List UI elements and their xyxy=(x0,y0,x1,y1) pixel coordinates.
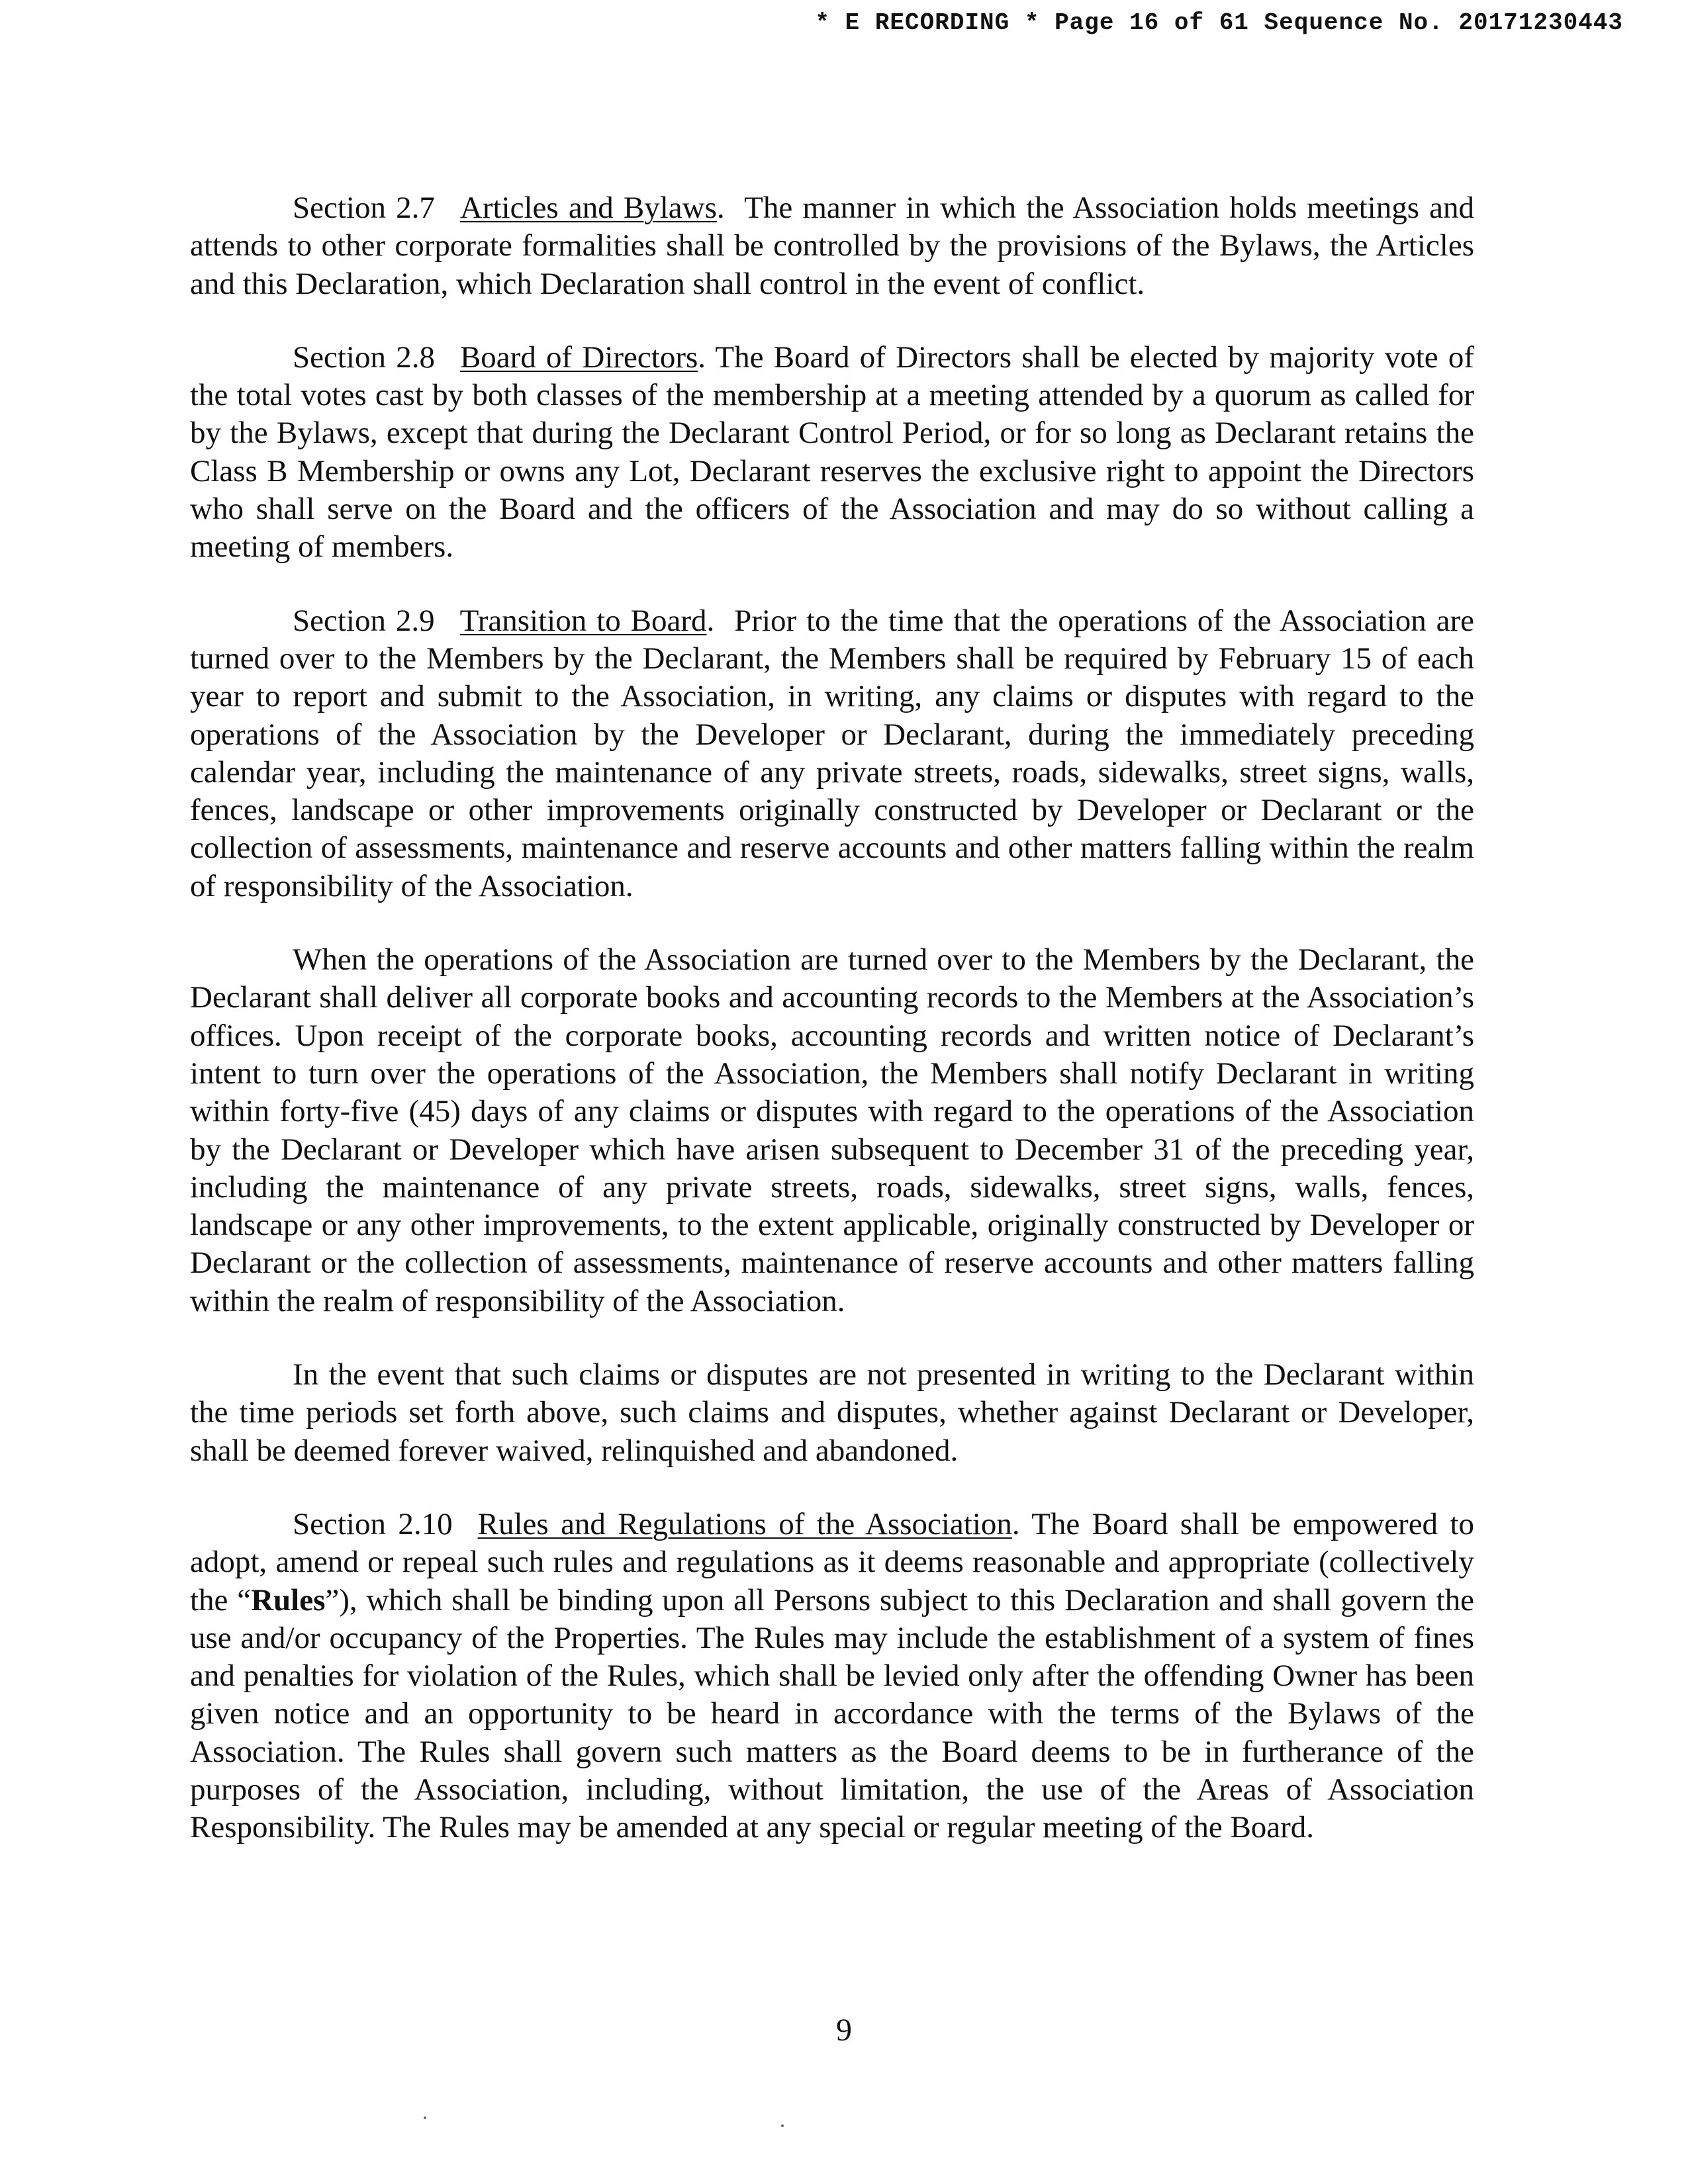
section-body-part1: The Board shall be empowered to adopt, amend or repeal such rules and regulations as it deems reasonable and appropriate (collectively the “ xyxy=(190,1506,1475,1617)
section-label: Section 2.10 xyxy=(293,1506,453,1541)
document-body xyxy=(190,189,1474,1847)
section-title: Board of Directors xyxy=(459,340,698,375)
section-label: Section 2.8 xyxy=(293,340,435,375)
section-2-7: Section 2.7 Articles and Bylaws. The manner in which the Association holds meetings and attends to other corporate formalities shall be controlled by the provisions of the Bylaws, the Articles and this Declaration, which Declaration shall control in the event of conflict. xyxy=(190,191,1475,301)
section-body-part2: ”), which shall be binding upon all Persons subject to this Declaration and shall govern the use and/or occupancy of the Properties. The Rules may include the establishment of a system of fines and penalties for violation of the Rules, which shall be levied only after the offending Owner has been given notice and an opportunity to be heard in accordance with the terms of the Bylaws of the Association. The Rules shall govern such matters as the Board deems to be in furtherance of the purposes of the Association, including, without limitation, the use of the Areas of Association Responsibility. The Rules may be amended at any special or regular meeting of the Board. xyxy=(190,1582,1474,1845)
section-body: The Board of Directors shall be elected by majority vote of the total votes cast by both classes of the membership at a meeting attended by a quorum as called for by the Bylaws, except that during the Declarant Control Period, or for so long as Declarant retains the Class B Membership or owns any Lot, Declarant reserves the exclusive right to appoint the Directors who shall serve on the Board and the officers of the Association and may do so without calling a meeting of members. xyxy=(190,340,1475,565)
section-label: Section 2.9 xyxy=(293,603,435,638)
section-label: Section 2.7 xyxy=(293,191,435,225)
defined-term-rules: Rules xyxy=(251,1582,326,1617)
section-body: The manner in which the Association holds meetings and attends to other corporate formalities shall be controlled by the provisions of the Bylaws, the Articles and this Declaration, which Declaration shall control in the event of conflict. xyxy=(190,191,1475,301)
section-2-8: Section 2.8 Board of Directors. The Board of Directors shall be elected by majority vote of the total votes cast by both classes of the membership at a meeting attended by a quorum as called for by the Bylaws, except that during the Declarant Control Period, or for so long as Declarant retains the Class B Membership or owns any Lot, Declarant reserves the exclusive right to appoint the Directors who shall serve on the Board and the officers of the Association and may do so without calling a meeting of members. xyxy=(190,340,1475,565)
waiver-paragraph: In the event that such claims or disputes are not presented in writing to the Declarant within the time periods set forth above, such claims and disputes, whether against Declarant or Developer, shall be deemed forever waived, relinquished and abandoned. xyxy=(190,1357,1474,1468)
section-2-10: Section 2.10 Rules and Regulations of the Association. The Board shall be empowered to adopt, amend or repeal such rules and regulations as it deems reasonable and appropriate (collectively the “Rules”), which shall be binding upon all Persons subject to this Declaration and shall govern the use and/or occupancy of the Properties. The Rules may include the establishment of a system of fines and penalties for violation of the Rules, which shall be levied only after the offending Owner has been given notice and an opportunity to be heard in accordance with the terms of the Bylaws of the Association. The Rules shall govern such matters as the Board deems to be in furtherance of the purposes of the Association, including, without limitation, the use of the Areas of Association Responsibility. The Rules may be amended at any special or regular meeting of the Board. xyxy=(190,1506,1475,1845)
page-number: 9 xyxy=(836,2013,852,2048)
scan-speck xyxy=(781,2124,784,2127)
recording-header: * E RECORDING * Page 16 of 61 Sequence No. 20171230443 xyxy=(815,9,1623,36)
section-title: Articles and Bylaws xyxy=(459,191,717,225)
section-2-9: Section 2.9 Transition to Board. Prior to the time that the operations of the Association are turned over to the Members by the Declarant, the Members shall be required by February 15 of each year to report and submit to the Association, in writing, any claims or disputes with regard to the operations of the Association by the Developer or Declarant, during the immediately preceding calendar year, including the maintenance of any private streets, roads, sidewalks, street signs, walls, fences, landscape or other improvements originally constructed by Developer or Declarant or the collection of assessments, maintenance and reserve accounts and other matters falling within the realm of responsibility of the Association. xyxy=(190,603,1475,903)
section-title: Transition to Board xyxy=(459,603,707,638)
transition-paragraph: When the operations of the Association are turned over to the Members by the Declarant, the Declarant shall deliver all corporate books and accounting records to the Members at the Association’s offices. Upon receipt of the corporate books, accounting records and written notice of Declarant’s intent to turn over the operations of the Association, the Members shall notify Declarant in writing within forty-five (45) days of any claims or disputes with regard to the operations of the Association by the Declarant or Developer which have arisen subsequent to December 31 of the preceding year, including the maintenance of any private streets, roads, sidewalks, street signs, walls, fences, landscape or any other improvements, to the extent applicable, originally constructed by Developer or Declarant or the collection of assessments, maintenance of reserve accounts and other matters falling within the realm of responsibility of the Association. xyxy=(190,942,1474,1318)
section-title: Rules and Regulations of the Association xyxy=(477,1506,1012,1541)
scan-speck xyxy=(424,2116,426,2119)
section-body: Prior to the time that the operations of the Association are turned over to the Members by the Declarant, the Members shall be required by February 15 of each year to report and submit to the Association, in writing, any claims or disputes with regard to the operations of the Association by the Developer or Declarant, during the immediately preceding calendar year, including the maintenance of any private streets, roads, sidewalks, street signs, walls, fences, landscape or other improvements originally constructed by Developer or Declarant or the collection of assessments, maintenance and reserve accounts and other matters falling within the realm of responsibility of the Association. xyxy=(190,603,1475,903)
